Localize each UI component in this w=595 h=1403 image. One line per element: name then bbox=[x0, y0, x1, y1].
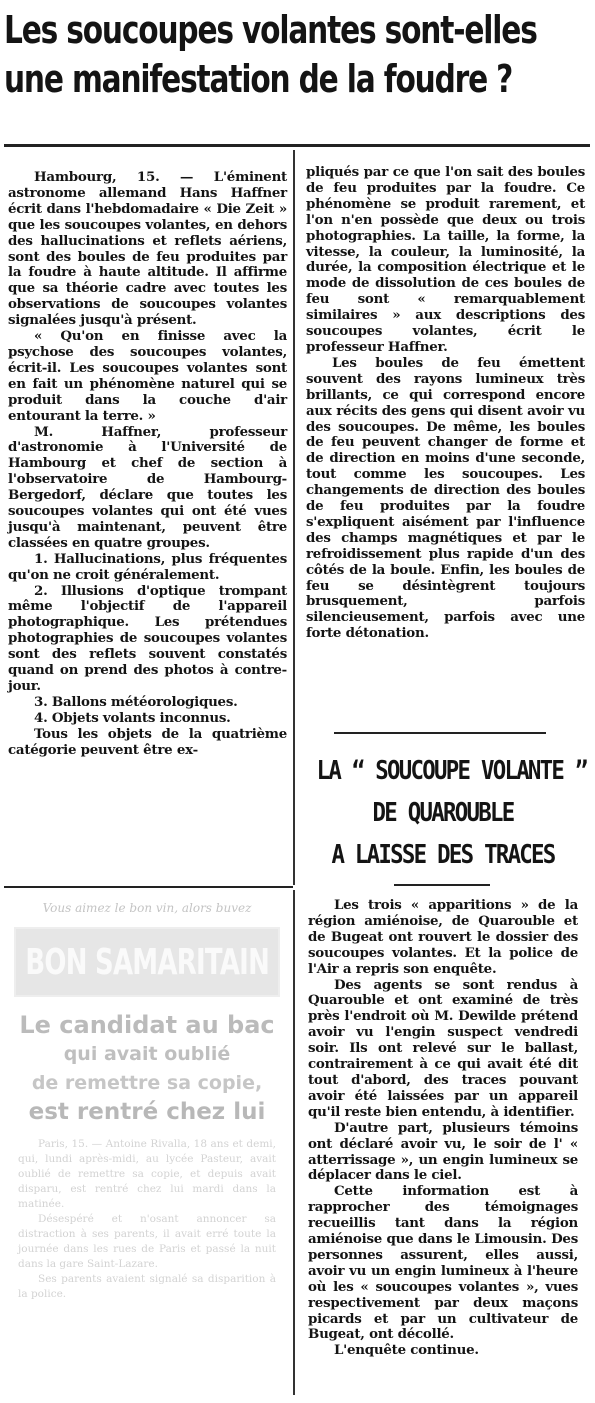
paragraph: L'enquête continue. bbox=[334, 1342, 479, 1359]
paragraph: Désespéré et n'osant annoncer sa distraction à ses parents, il avait erré toute la journée dans les rues de Paris et passé la nuit dans la gare Saint-Lazare. bbox=[18, 1213, 276, 1270]
top-rule bbox=[4, 144, 590, 147]
paragraph: Des agents se sont rendus à Quarouble et ont examiné de très près l'endroit où M. Dewilde prétend avoir vu l'engin suspect vendredi soir. Ils ont relevé sur le ballast, contrairement à ce qui avait été dit tout d'abord, des traces pouvant avoir été laissées par un appareil qu'il reste bien entendu, à identifier. bbox=[308, 976, 578, 1120]
article-1-col-left bbox=[8, 170, 287, 759]
advert-title-line: Le candidat au bac bbox=[19, 1011, 275, 1039]
paragraph: Tous les objets de la quatrième catégorie peuvent être ex- bbox=[8, 725, 287, 758]
paragraph: Les boules de feu émettent souvent des rayons lumineux très brillants, ce qui correspond encore aux récits des gens qui disent avoir vu des soucoupes. De même, les boules de feu peuvent changer de forme et de direction en moins d'une seconde, tout comme les soucoupes. Les changements de direction des boules de feu produites par la foudre s'expliquent aisément par l'influence des champs magnétiques et par le refroidissement plus rapide d'un des côtés de la boule. Enfin, les boules de feu se désintègrent toujours brusquement, parfois silencieusement, parfois avec une forte détonation. bbox=[306, 354, 585, 642]
advert-logo bbox=[14, 927, 280, 997]
advert-title-line: de remettre sa copie, bbox=[31, 1072, 263, 1094]
paragraph: Hambourg, 15. — L'éminent astronome allemand Hans Haffner écrit dans l'hebdomadaire « Die Zeit » que les soucoupes volantes, en dehors des hallucinations et reflets aériens, sont des boules de feu produites par la foudre à haute altitude. Il affirme que sa théorie cadre avec toutes les observations de soucoupes volantes signalées jusqu'à présent. bbox=[8, 169, 287, 329]
headline bbox=[4, 6, 589, 104]
column-divider-lower bbox=[293, 890, 295, 1395]
subhead-line-1: LA “ SOUCOUPE VOLANTE ” bbox=[316, 756, 587, 786]
section-separator bbox=[334, 732, 546, 734]
paragraph: M. Haffner, professeur d'astronomie à l'Université de Hambourg et chef de section à l'observatoire de Hambourg-Bergedorf, déclare que toutes les soucoupes volantes qui ont été vues jusqu'à maintenant, peuvent être classées en quatre groupes. bbox=[8, 423, 287, 551]
article-2 bbox=[308, 898, 578, 1398]
advert-logo-text: BON SAMARITAIN bbox=[25, 941, 269, 983]
faded-advertisement bbox=[4, 895, 290, 1395]
headline-line-2: une manifestation de la foudre ? bbox=[4, 57, 513, 101]
paragraph: 1. Hallucinations, plus fréquentes qu'on ne croit généralement. bbox=[8, 550, 287, 583]
headline-line-1: Les soucoupes volantes sont-elles bbox=[4, 8, 537, 52]
paragraph: pliqués par ce que l'on sait des boules de feu produites par la foudre. Ce phénomène se produit rarement, et l'on n'en possède que deux ou trois photographies. La taille, la forme, la vitesse, la couleur, la luminosité, la durée, la composition électrique et le mode de dissolution de ces boules de feu sont « remarquablement similaires » aux descriptions des soucoupes volantes, écrit le professeur Haffner. bbox=[306, 164, 585, 355]
column-end-rule bbox=[4, 886, 293, 888]
paragraph: Cette information est à rapprocher des témoignages recueillis tant dans la région amiénoise que dans le Limousin. Des personnes assurent, elles aussi, avoir vu un engin lumineux à l'heure où les « soucoupes volantes », vues respectivement par deux maçons picards et par un cultivateur de Bugeat, ont décollé. bbox=[308, 1183, 578, 1343]
paragraph: Ses parents avaient signalé sa disparition à la police. bbox=[18, 1273, 276, 1300]
subhead-underline bbox=[394, 884, 490, 886]
advert-body bbox=[4, 1127, 290, 1302]
paragraph: « Qu'on en finisse avec la psychose des soucoupes volantes, écrit-il. Les soucoupes volantes sont en fait un phénomène naturel qui se produit dans la couche d'air entourant la terre. » bbox=[8, 328, 287, 424]
paragraph: 4. Objets volants inconnus. bbox=[34, 709, 231, 726]
column-divider-upper bbox=[293, 150, 295, 885]
advert-title-line: est rentré chez lui bbox=[28, 1099, 266, 1125]
subhead bbox=[296, 750, 590, 876]
paragraph: 2. Illusions d'optique trompant même l'objectif de l'appareil photographique. Les prétendues photographies de soucoupes volantes sont des reflets souvent constatés quand on prend des photos à contre-jour. bbox=[8, 582, 287, 694]
advert-title bbox=[4, 1011, 290, 1127]
paragraph: 3. Ballons météorologiques. bbox=[34, 693, 238, 710]
paragraph: Paris, 15. — Antoine Rivalla, 18 ans et demi, qui, lundi après-midi, au lycée Pasteur, avait oublié de remettre sa copie, et depuis avait disparu, est rentré chez lui mardi dans la matinée. bbox=[18, 1138, 276, 1210]
subhead-line-3: A LAISSE DES TRACES bbox=[331, 840, 555, 870]
subhead-line-2: DE QUAROUBLE bbox=[372, 798, 514, 828]
paragraph: D'autre part, plusieurs témoins ont déclaré avoir vu, le soir de l' « atterrissage », un engin lumineux se déplacer dans le ciel. bbox=[308, 1119, 578, 1184]
paragraph: Les trois « apparitions » de la région amiénoise, de Quarouble et de Bugeat ont rouvert le dossier des soucoupes volantes. Et la police de l'Air a repris son enquête. bbox=[308, 898, 578, 977]
article-1-col-right bbox=[306, 165, 585, 642]
advert-tagline: Vous aimez le bon vin, alors buvez bbox=[42, 901, 252, 915]
advert-title-line: qui avait oublié bbox=[63, 1043, 231, 1065]
